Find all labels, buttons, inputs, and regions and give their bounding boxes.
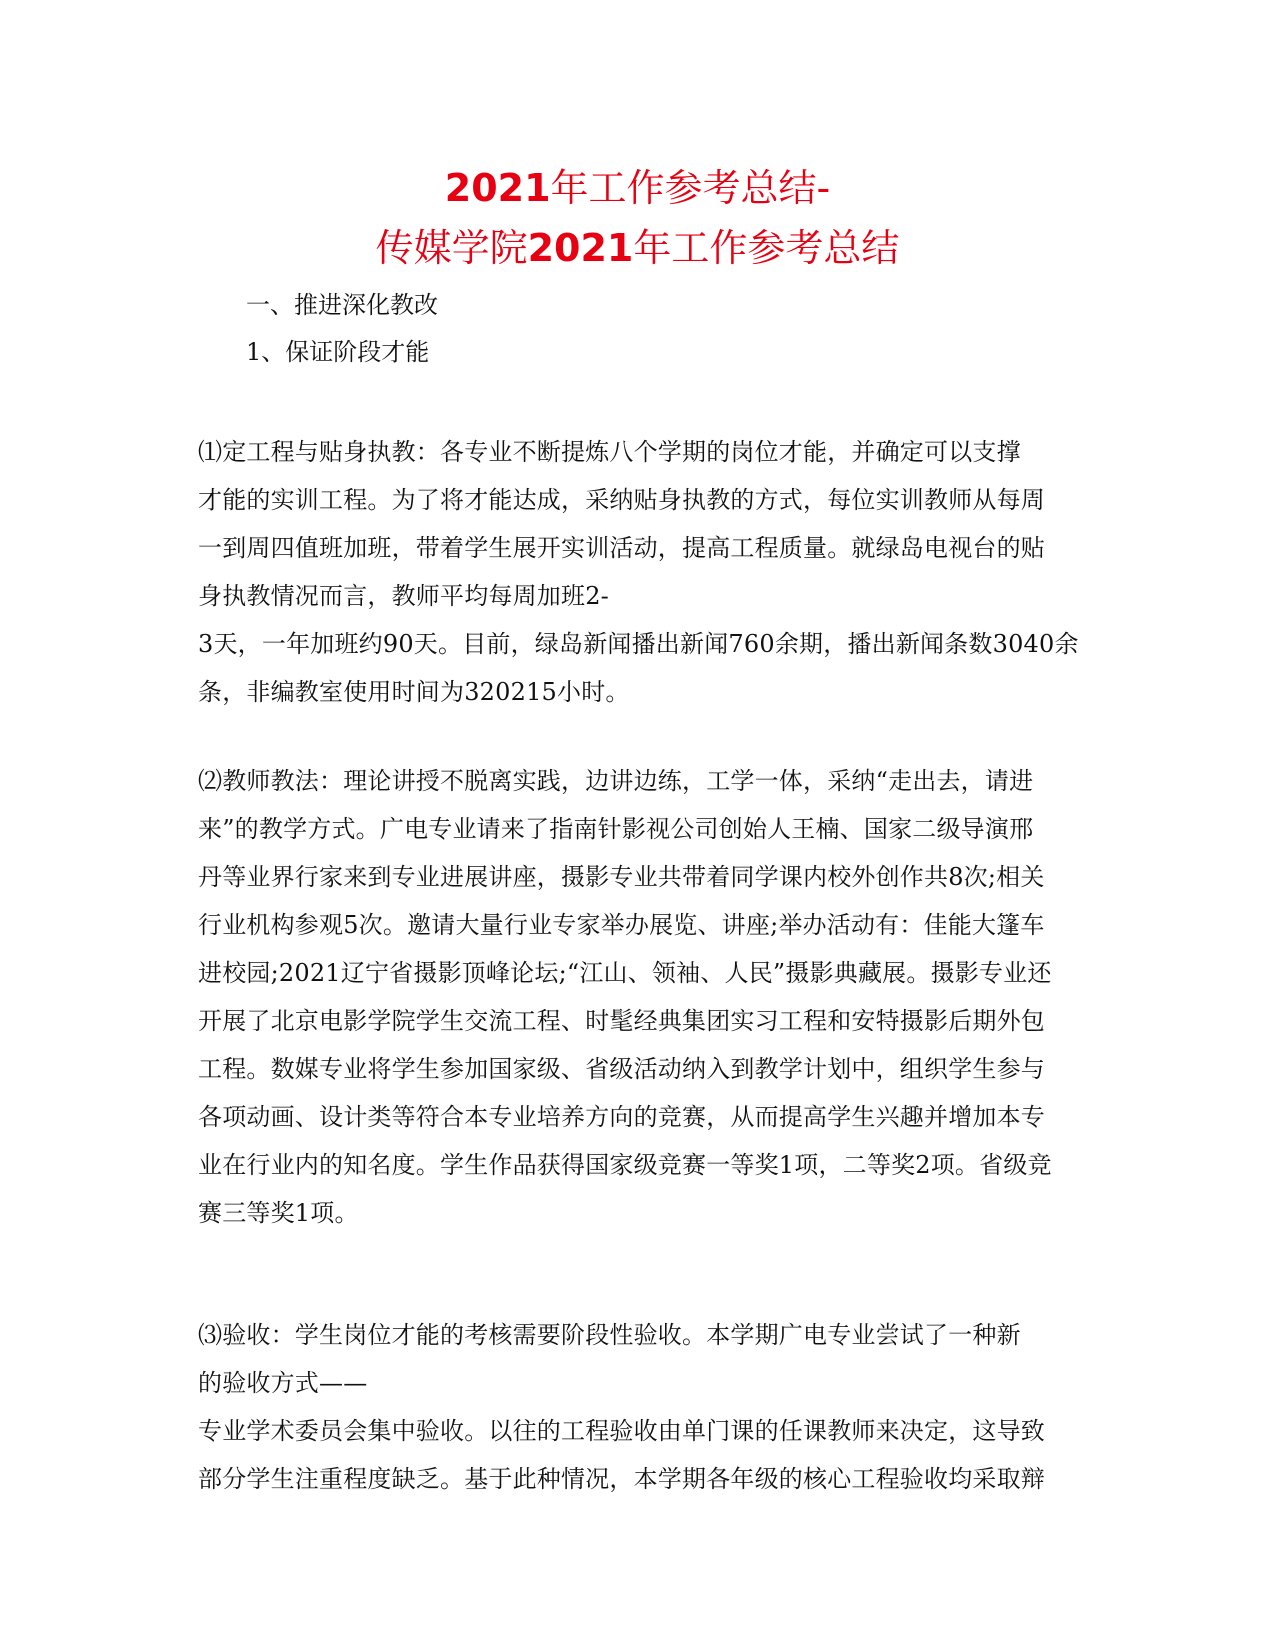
document-title-line-1 — [0, 163, 1275, 213]
paragraph-line: ⑴定工程与贴身执教：各专业不断提炼八个学期的岗位才能，并确定可以支撑 — [198, 438, 1021, 466]
title-text: 年工作参考总结 — [633, 226, 900, 270]
document-title-line-2 — [0, 223, 1275, 273]
paragraph-line: 业在行业内的知名度。学生作品获得国家级竞赛一等奖1项，二等奖2项。省级竞 — [198, 1151, 1052, 1179]
paragraph-line: 部分学生注重程度缺乏。基于此种情况，本学期各年级的核心工程验收均采取辩 — [198, 1465, 1045, 1493]
paragraph-line: ⑵教师教法：理论讲授不脱离实践，边讲边练，工学一体，采纳“走出去，请进 — [198, 767, 1034, 795]
paragraph-line: 的验收方式—— — [198, 1369, 368, 1397]
paragraph-line: 3天，一年加班约90天。目前，绿岛新闻播出新闻760余期，播出新闻条数3040余 — [198, 630, 1079, 658]
paragraph-1 — [198, 428, 1078, 716]
paragraph-line: 进校园;2021辽宁省摄影顶峰论坛;“江山、领袖、人民”摄影典藏展。摄影专业还 — [198, 959, 1052, 987]
paragraph-line: 开展了北京电影学院学生交流工程、时髦经典集团实习工程和安特摄影后期外包 — [198, 1007, 1045, 1035]
paragraph-line: 才能的实训工程。为了将才能达成，采纳贴身执教的方式，每位实训教师从每周 — [198, 486, 1045, 514]
paragraph-line: 赛三等奖1项。 — [198, 1199, 359, 1227]
title-year: 2021 — [527, 226, 634, 270]
paragraph-line: 专业学术委员会集中验收。以往的工程验收由单门课的任课教师来决定，这导致 — [198, 1417, 1045, 1445]
paragraph-line: 来”的教学方式。广电专业请来了指南针影视公司创始人王楠、国家二级导演邢 — [198, 815, 1034, 843]
title-year: 2021 — [444, 166, 551, 210]
paragraph-3 — [198, 1311, 1078, 1503]
paragraph-line: 行业机构参观5次。邀请大量行业专家举办展览、讲座;举办活动有：佳能大篷车 — [198, 911, 1045, 939]
subsection-heading: 1、保证阶段才能 — [246, 338, 430, 366]
paragraph-line: 一到周四值班加班，带着学生展开实训活动，提高工程质量。就绿岛电视台的贴 — [198, 534, 1045, 562]
title-prefix: 传媒学院 — [375, 226, 528, 270]
paragraph-line: ⑶验收：学生岗位才能的考核需要阶段性验收。本学期广电专业尝试了一种新 — [198, 1321, 1021, 1349]
section-heading: 一、推进深化教改 — [246, 291, 438, 319]
paragraph-line: 身执教情况而言，教师平均每周加班2- — [198, 582, 609, 610]
paragraph-line: 各项动画、设计类等符合本专业培养方向的竞赛，从而提高学生兴趣并增加本专 — [198, 1103, 1045, 1131]
title-text: 年工作参考总结- — [550, 166, 831, 210]
paragraph-line: 丹等业界行家来到专业进展讲座，摄影专业共带着同学课内校外创作共8次;相关 — [198, 863, 1045, 891]
paragraph-2 — [198, 757, 1078, 1237]
paragraph-line: 工程。数媒专业将学生参加国家级、省级活动纳入到教学计划中，组织学生参与 — [198, 1055, 1045, 1083]
paragraph-line: 条，非编教室使用时间为320215小时。 — [198, 678, 630, 706]
